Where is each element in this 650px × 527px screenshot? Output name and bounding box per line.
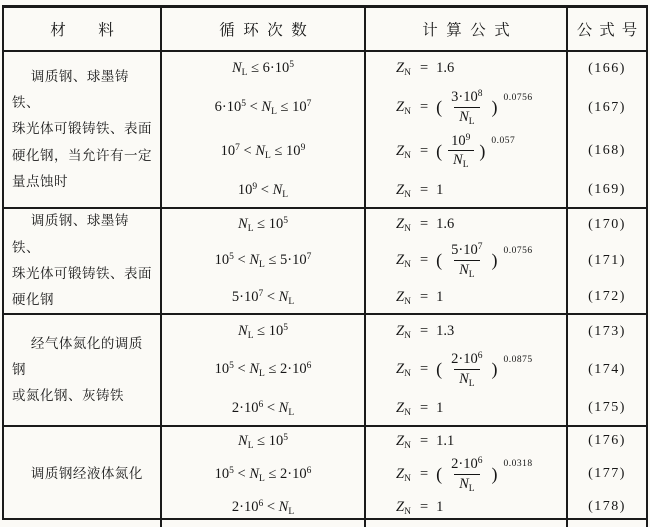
formula-cell [366, 315, 568, 349]
formula-expression [396, 242, 533, 279]
zn-symbol: $Z_N$ [396, 99, 411, 118]
material-line: 硬化钢，当允许有一定 [12, 147, 152, 163]
formula-cell [366, 427, 568, 456]
formula-expression [396, 89, 533, 126]
formula-cell [366, 209, 568, 241]
formula-number-cell: (174) [588, 361, 626, 377]
fraction-numerator: $2\cdot 10^6$ [451, 455, 483, 472]
fraction [446, 242, 487, 279]
formula-number-cell: (173) [588, 323, 626, 339]
fraction-numerator: $5\cdot 10^7$ [451, 242, 483, 259]
formula-cell [366, 241, 568, 282]
material-cell [4, 52, 162, 207]
open-paren: ( [436, 97, 443, 118]
equals-sign: = [419, 181, 429, 198]
constant-value: 1.1 [436, 432, 455, 449]
table-body [4, 52, 646, 522]
exponent: 0.057 [491, 136, 516, 147]
formula-cell [366, 173, 568, 207]
fraction [446, 456, 487, 493]
fraction [446, 89, 487, 126]
zn-symbol: $Z_N$ [396, 252, 411, 271]
close-paren: ) [479, 140, 486, 161]
constant-value: 1.3 [436, 323, 455, 340]
zn-symbol: $Z_N$ [396, 323, 411, 342]
material-block [4, 209, 646, 315]
formula-expression [396, 433, 454, 450]
formula-cell [366, 130, 568, 174]
material-block [4, 315, 646, 427]
zn-symbol: $Z_N$ [396, 361, 411, 380]
column-divider-stub [160, 520, 162, 527]
cycle-range-cell: $N_L \le 10^5$ [162, 427, 366, 456]
cycle-range-cell: $2\cdot 10^6 < N_L$ [162, 391, 366, 425]
formula-expression [396, 182, 443, 199]
exponent: 0.0756 [503, 245, 533, 256]
formula-number-cell: (169) [588, 182, 626, 197]
material-line: 量点蚀时 [12, 173, 68, 189]
material-line: 或氮化钢、灰铸铁 [12, 388, 124, 404]
formula-expression [396, 400, 443, 417]
exponent: 0.0756 [503, 92, 533, 103]
constant-value: 1 [436, 498, 444, 515]
material-cell [4, 427, 162, 522]
material-line: 硬化钢 [12, 292, 54, 308]
zn-symbol: $Z_N$ [396, 399, 411, 418]
column-divider-stub [646, 520, 648, 527]
zn-symbol: $Z_N$ [396, 181, 411, 200]
fraction-denominator: $N_L$ [454, 260, 479, 279]
cycle-range-cell: $N_L \le 6\cdot 10^5$ [162, 52, 366, 86]
fraction-numerator: $3\cdot 10^8$ [451, 89, 483, 106]
formula-number-cell: (171) [588, 252, 626, 268]
formula-number-cell: (176) [588, 433, 626, 449]
material-cell [4, 209, 162, 313]
cycle-range-cell: $10^5 < N_L \le 2\cdot 10^6$ [162, 456, 366, 493]
formula-expression [396, 456, 533, 493]
constant-value: 1 [436, 399, 444, 416]
constant-value: 1.6 [436, 60, 455, 77]
cycle-range-cell: $N_L \le 10^5$ [162, 315, 366, 349]
fraction [446, 351, 487, 388]
equals-sign: = [419, 432, 429, 449]
zn-symbol: $Z_N$ [396, 142, 411, 161]
formula-expression [396, 289, 443, 306]
formula-number-cell: (166) [588, 60, 626, 76]
constant-value: 1.6 [436, 216, 455, 233]
zn-symbol: $Z_N$ [396, 432, 411, 451]
fraction-denominator: $N_L$ [448, 150, 473, 169]
close-paren: ) [491, 463, 498, 484]
material-line: 调质钢、球墨铸铁、 [12, 213, 129, 255]
formula-cell [366, 86, 568, 130]
table-header-row [4, 8, 646, 52]
material-cell [4, 315, 162, 425]
formula-expression [396, 133, 515, 170]
column-divider-stub [566, 520, 568, 527]
open-paren: ( [436, 250, 443, 271]
zn-symbol: $Z_N$ [396, 465, 411, 484]
zn-symbol: $Z_N$ [396, 288, 411, 307]
formula-number-cell: (178) [588, 499, 626, 515]
formula-number-cell: (167) [588, 99, 626, 115]
zn-symbol: $Z_N$ [396, 498, 411, 517]
formula-cell [366, 52, 568, 86]
fraction-numerator: $2\cdot 10^6$ [451, 351, 483, 368]
formula-expression [396, 351, 533, 388]
material-line: 调质钢、球墨铸铁、 [12, 68, 129, 111]
equals-sign: = [419, 288, 429, 305]
formula-number-cell: (170) [588, 216, 626, 232]
header-formula-number: 公式号 [576, 22, 645, 39]
cycle-range-cell: $5\cdot 10^7 < N_L$ [162, 281, 366, 313]
material-line: 珠光体可锻铸铁、表面 [12, 121, 152, 137]
formula-expression [396, 323, 454, 340]
header-calculation-formula: 计算公式 [366, 8, 568, 50]
cycle-range-cell: $10^5 < N_L \le 2\cdot 10^6$ [162, 349, 366, 392]
column-divider-stub [364, 520, 366, 527]
material-line: 珠光体可锻铸铁、表面 [12, 266, 152, 281]
close-paren: ) [491, 250, 498, 271]
formula-cell [366, 493, 568, 522]
close-paren: ) [491, 359, 498, 380]
life-factor-table [2, 5, 648, 520]
formula-number-cell: (172) [588, 289, 626, 305]
exponent: 0.0875 [503, 354, 533, 365]
zn-symbol: $Z_N$ [396, 216, 411, 235]
formula-expression [396, 499, 443, 516]
material-line: 调质钢经液体氮化 [30, 466, 143, 482]
header-cycle-count: 循环次数 [162, 8, 366, 50]
material-block [4, 427, 646, 522]
fraction-numerator: $10^9$ [451, 132, 471, 149]
material-block [4, 52, 646, 209]
equals-sign: = [419, 498, 429, 515]
formula-cell [366, 281, 568, 313]
open-paren: ( [436, 140, 443, 161]
header-material: 材料 [4, 8, 162, 50]
equals-sign: = [419, 323, 429, 340]
formula-cell [366, 456, 568, 493]
cycle-range-cell: $10^7 < N_L \le 10^9$ [162, 130, 366, 174]
equals-sign: = [419, 361, 429, 378]
fraction-denominator: $N_L$ [454, 107, 479, 126]
constant-value: 1 [436, 181, 444, 198]
formula-expression [396, 216, 454, 233]
equals-sign: = [419, 142, 429, 159]
fraction [446, 133, 475, 170]
open-paren: ( [436, 359, 443, 380]
equals-sign: = [419, 216, 429, 233]
exponent: 0.0318 [503, 459, 533, 470]
cycle-range-cell: $2\cdot 10^6 < N_L$ [162, 493, 366, 522]
equals-sign: = [419, 252, 429, 269]
zn-symbol: $Z_N$ [396, 60, 411, 79]
cycle-range-cell: $N_L \le 10^5$ [162, 209, 366, 241]
formula-number-cell: (175) [588, 400, 626, 416]
fraction-denominator: $N_L$ [454, 474, 479, 493]
formula-expression [396, 60, 454, 77]
formula-number-cell: (168) [588, 143, 626, 159]
close-paren: ) [491, 97, 498, 118]
fraction-denominator: $N_L$ [454, 369, 479, 388]
constant-value: 1 [436, 288, 444, 305]
cycle-range-cell: $10^5 < N_L \le 5\cdot 10^7$ [162, 241, 366, 282]
equals-sign: = [419, 465, 429, 482]
formula-cell [366, 349, 568, 392]
equals-sign: = [419, 60, 429, 77]
formula-number-cell: (177) [588, 466, 626, 482]
material-line: 经气体氮化的调质钢 [12, 335, 143, 377]
cycle-range-cell: $10^9 < N_L$ [162, 173, 366, 207]
open-paren: ( [436, 463, 443, 484]
equals-sign: = [419, 399, 429, 416]
cycle-range-cell: $6\cdot 10^5 < N_L \le 10^7$ [162, 86, 366, 130]
equals-sign: = [419, 99, 429, 116]
formula-cell [366, 391, 568, 425]
